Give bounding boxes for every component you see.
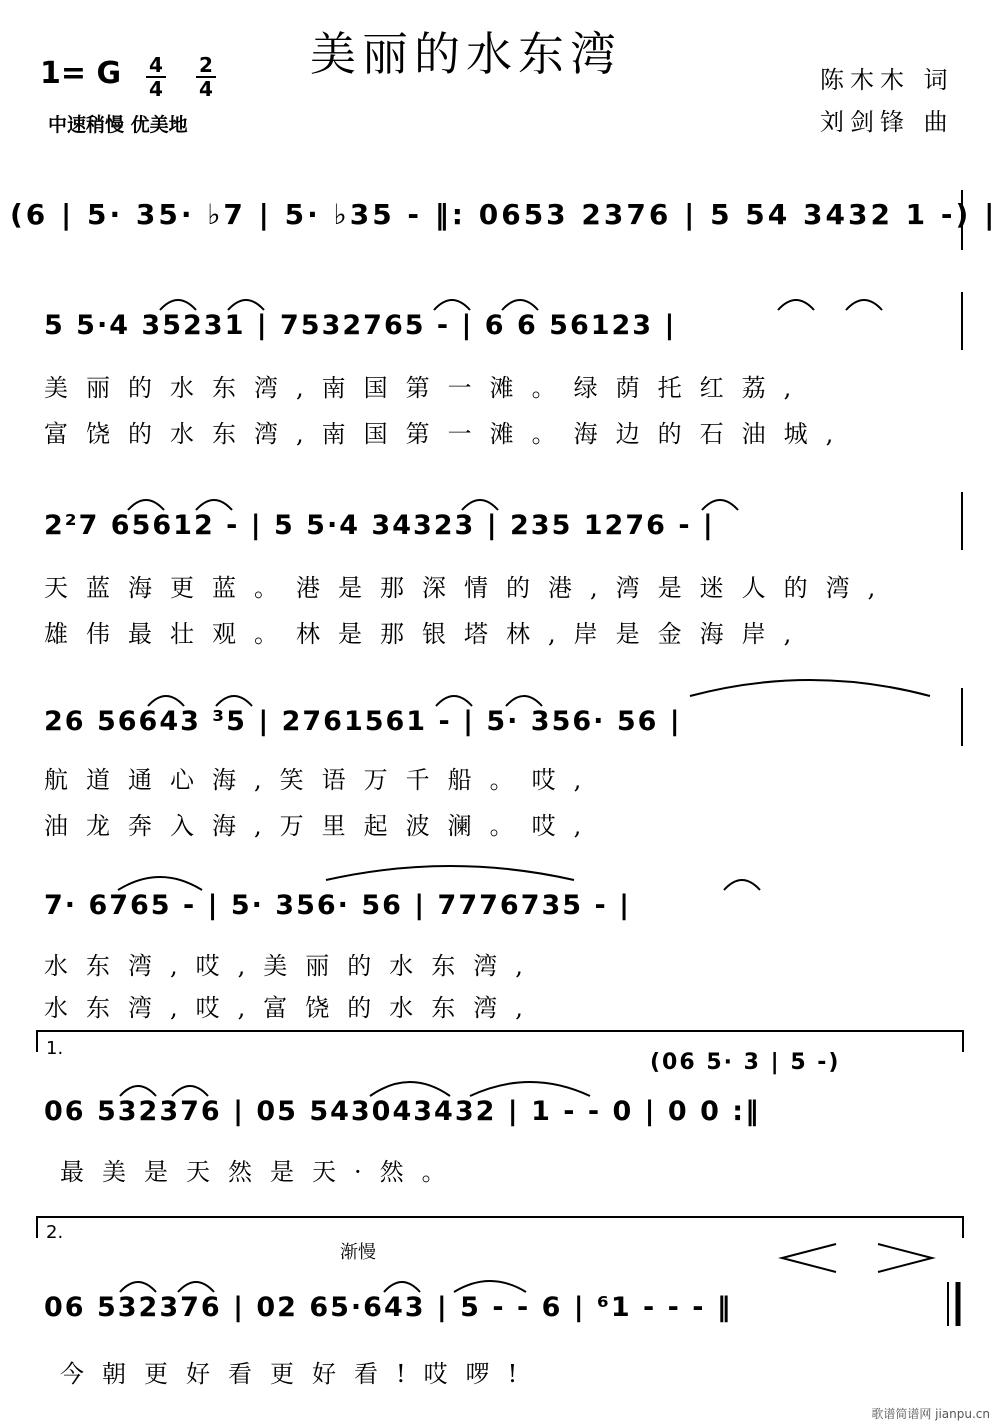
slur bbox=[120, 1086, 156, 1096]
ending2-notes: 06 532376 | 02 65·643 | 5 - - 6 | ⁶1 - - - ‖ bbox=[44, 1292, 733, 1323]
slur bbox=[778, 300, 814, 310]
line4-lyric2: 水东湾,哎,富饶的水东湾, bbox=[44, 994, 541, 1022]
expression-marking: 渐慢 bbox=[340, 1242, 376, 1263]
line3-notes: 26 56643 ³5 | 2761561 - | 5· 356· 56 | bbox=[44, 706, 682, 737]
slur bbox=[454, 1281, 526, 1292]
line2-lyric1: 天蓝海更蓝。港是那深情的港,湾是迷人的湾, bbox=[44, 574, 894, 602]
tie bbox=[326, 866, 574, 880]
slur bbox=[128, 500, 164, 510]
line4-lyric1: 水东湾,哎,美丽的水东湾, bbox=[44, 952, 541, 980]
slur bbox=[384, 1282, 420, 1292]
slur bbox=[506, 696, 542, 706]
slur bbox=[370, 1082, 450, 1096]
intro-notes: (6 | 5· 35· ♭7 | 5· ♭35 - ‖: 0653 2376 | 5 54 3432 1 -) | bbox=[10, 198, 998, 231]
time-signature-2: 2 4 bbox=[196, 54, 216, 100]
composer-credit: 刘剑锋 曲 bbox=[820, 108, 954, 136]
slur bbox=[178, 1282, 214, 1292]
line4-notes: 7· 6765 - | 5· 356· 56 | 7776735 - | bbox=[44, 890, 631, 921]
slur bbox=[462, 500, 498, 510]
slur bbox=[120, 1282, 156, 1292]
line3-lyric1: 航道通心海,笑语万千船。哎, bbox=[44, 766, 600, 794]
crescendo-hairpin bbox=[782, 1244, 836, 1272]
slur bbox=[160, 300, 196, 310]
ending1-notes: 06 532376 | 05 543043432 | 1 - - 0 | 0 0 :‖ bbox=[44, 1096, 761, 1127]
line1-lyric1: 美丽的水东湾,南国第一滩。绿荫托红荔, bbox=[44, 374, 810, 402]
slur bbox=[436, 696, 472, 706]
slur bbox=[118, 877, 202, 890]
slur bbox=[724, 880, 760, 890]
ending1-interlude: (06 5· 3 | 5 -) bbox=[650, 1050, 841, 1075]
time-signature-1: 4 4 bbox=[146, 54, 166, 100]
slur bbox=[470, 1082, 590, 1096]
line1-notes: 5 5·4 35231 | 7532765 - | 6 6 56123 | bbox=[44, 310, 677, 341]
lyricist-credit: 陈木木 词 bbox=[820, 66, 954, 94]
slur bbox=[846, 300, 882, 310]
ending1-label: 1. bbox=[46, 1038, 64, 1059]
slur bbox=[196, 500, 232, 510]
tempo-marking: 中速稍慢 优美地 bbox=[48, 114, 188, 136]
decrescendo-hairpin bbox=[878, 1244, 932, 1272]
slur bbox=[172, 1086, 208, 1096]
watermark: 歌谱简谱网 jianpu.cn bbox=[871, 1407, 990, 1421]
slur bbox=[502, 300, 538, 310]
ending1-lyric: 最美是天然是天·然。 bbox=[60, 1158, 464, 1186]
slur bbox=[702, 500, 738, 510]
song-title: 美丽的水东湾 bbox=[310, 27, 622, 81]
line1-lyric2: 富饶的水东湾,南国第一滩。海边的石油城, bbox=[44, 420, 852, 448]
slur bbox=[148, 696, 184, 706]
line3-lyric2: 油龙奔入海,万里起波澜。哎, bbox=[44, 812, 600, 840]
slur bbox=[228, 300, 264, 310]
ending2-label: 2. bbox=[46, 1222, 64, 1243]
tie bbox=[690, 680, 930, 696]
line2-lyric2: 雄伟最壮观。林是那银塔林,岸是金海岸, bbox=[44, 620, 810, 648]
line2-notes: 2²7 65612 - | 5 5·4 34323 | 235 1276 - | bbox=[44, 510, 715, 541]
ending2-lyric: 今朝更好看更好看!哎啰! bbox=[60, 1360, 536, 1388]
slur bbox=[434, 300, 470, 310]
slur bbox=[216, 696, 252, 706]
key-signature: 1= G bbox=[40, 56, 122, 91]
